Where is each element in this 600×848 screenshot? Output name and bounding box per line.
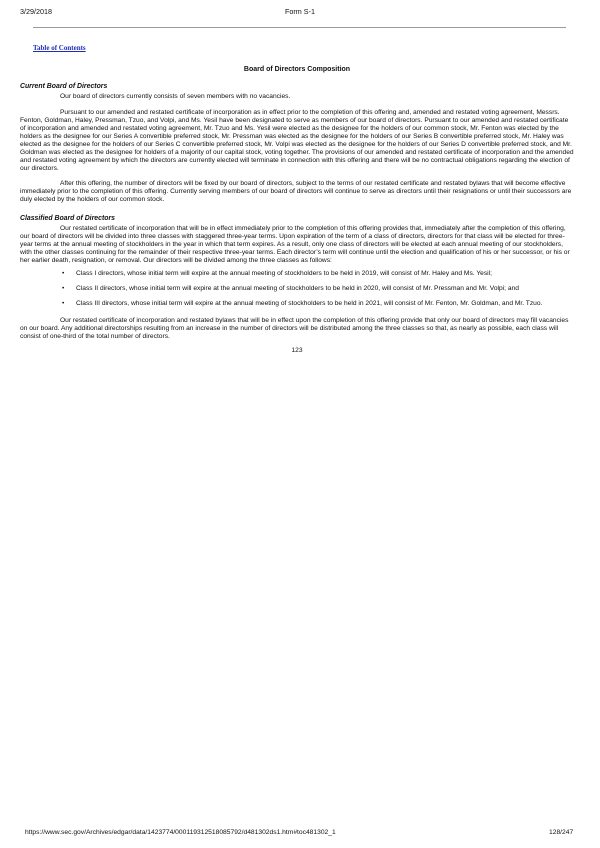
class-list (20, 270, 574, 308)
page-number: 123 (291, 346, 303, 354)
header-divider (33, 27, 566, 28)
header-date: 3/29/2018 (20, 7, 52, 16)
current-board-heading: Current Board of Directors (20, 82, 108, 90)
list-item: • Class II directors, whose initial term will expire at the annual meeting of stockholders to be held in 2020, will consist of Mr. Pressman and Mr. Volpi; and (62, 285, 566, 293)
classified-board-heading: Classified Board of Directors (20, 215, 115, 223)
paragraph: Pursuant to our amended and restated certificate of incorporation as in effect prior to the completion of this offering and, amended and restated voting agreement, Messrs. Fenton, Goldman, Haley, Pressman, Tzuo, and Volpi, and Ms. Yesil have been designated to serve as members of our board of directors. Pursuant to our amended and restated certificate of incorporation and amended and restated voting agreement, Mr. Tzuo and Ms. Yesil were elected as the designee for the holders of our common stock, Mr. Fenton was elected by the holders as the designee for our Series A convertible preferred stock, Mr. Pressman was elected as the designee for the holders of our Series B convertible preferred stock, Mr. Haley was elected as the designee for the holders of our Series C convertible preferred stock, Mr. Volpi was elected as the designee for the holders of our Series D convertible preferred stock, and Mr. Goldman was elected as the designee for holders of a majority of our capital stock, voting together. The provisions of our amended and restated certificate of incorporation and the amended and restated voting agreement by which the directors are currently elected will terminate in connection with this offering and there will be no contractual obligations regarding the election of our directors. (20, 108, 574, 172)
list-item: • Class I directors, whose initial term will expire at the annual meeting of stockholders to be held in 2019, will consist of Mr. Haley and Ms. Yesil; (62, 270, 566, 278)
section-title: Board of Directors Composition (243, 66, 351, 73)
header-title: Form S-1 (285, 7, 315, 16)
paragraph: Our restated certificate of incorporation that will be in effect immediately prior to the completion of this offering provides that, immediately after the completion of this offering, our board of directors will be divided into three classes with staggered three-year terms. Upon expiration of the term of a class of directors, directors for that class will be elected for three-year terms at the annual meeting of stockholders in the year in which that term expires. As a result, only one class of directors will be elected at each annual meeting of our stockholders, with the other classes continuing for the remainder of their respective three-year terms. Each director’s term will continue until the election and qualification of his or her successor, or his or her earlier death, resignation, or removal. Our directors will be divided among the three classes as follows: (20, 225, 570, 265)
document-body (20, 66, 574, 355)
list-item: • Class III directors, whose initial term will expire at the annual meeting of stockholders to be held in 2021, will consist of Mr. Fenton, Mr. Goldman, and Mr. Tzuo. (62, 300, 566, 308)
footer-page-count: 128/247 (549, 829, 574, 836)
paragraph: After this offering, the number of directors will be fixed by our board of directors, subject to the terms of our restated certificate and restated bylaws that will become effective immediately prior to the completion of this offering. Currently serving members of our board of directors will continue to serve as directors until their resignations or until their successors are duly elected by the holders of our common stock. (20, 180, 572, 204)
footer-url: https://www.sec.gov/Archives/edgar/data/1423774/000119312518085792/d481302ds1.htm#toc481302_1 (25, 829, 336, 836)
table-of-contents-link[interactable]: Table of Contents (33, 44, 86, 52)
paragraph: Our restated certificate of incorporation and restated bylaws that will be in effect upon the completion of this offering provide that only our board of directors may fill vacancies on our board. Any additional directorships resulting from an increase in the number of directors will be distributed among the three classes so that, as nearly as possible, each class will consist of one-third of the total number of directors. (20, 316, 569, 340)
paragraph: Our board of directors currently consists of seven members with no vacancies. (60, 92, 291, 100)
